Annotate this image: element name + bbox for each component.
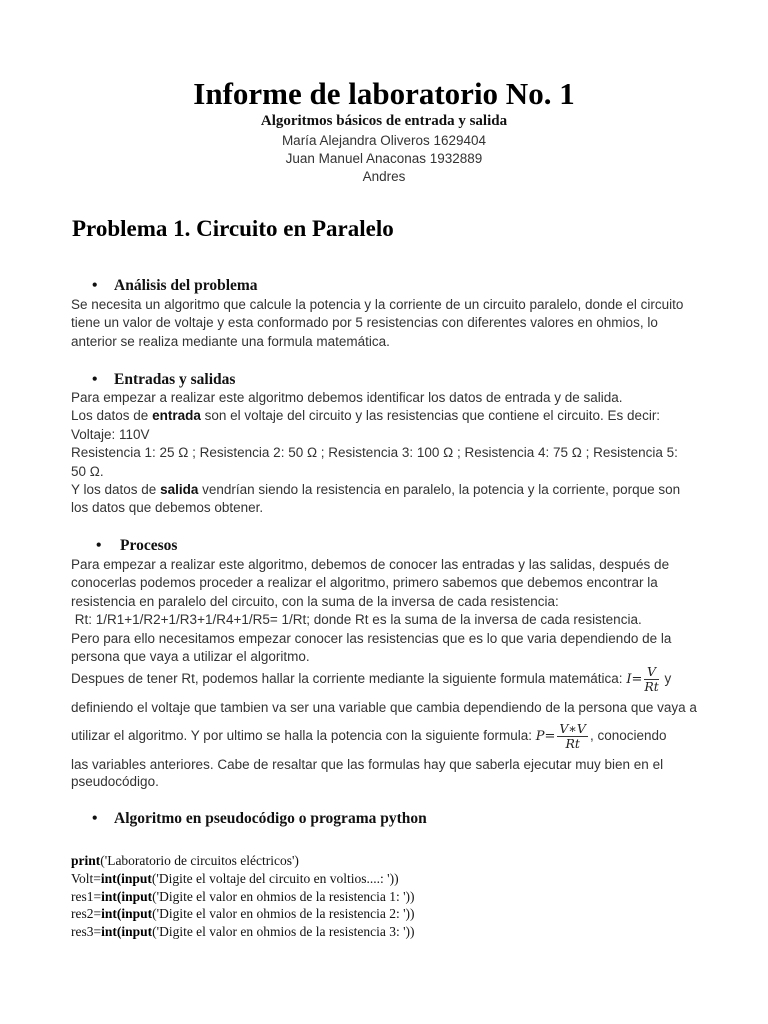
section-heading-label: Entradas y salidas: [114, 371, 236, 388]
paragraph-line: resistencia en paralelo del circuito, con la suma de la inversa de cada resistencia:: [71, 593, 559, 609]
paragraph-line: Para empezar a realizar este algoritmo, debemos de conocer las entradas y las salidas, después de: [71, 557, 670, 572]
text-run: utilizar el algoritmo. Y por ultimo se halla la potencia con la siguiente formula:: [71, 728, 532, 743]
section-heading-label: Procesos: [120, 537, 178, 554]
paragraph-line: [71, 481, 701, 499]
text-run: vendrían siendo la resistencia en paralelo, la potencia y la corriente, porque son: [198, 482, 681, 498]
formula-numerator: V: [644, 665, 658, 680]
process-paragraph: [71, 556, 701, 666]
keyword-entrada: entrada: [152, 408, 201, 424]
paragraph-line: [71, 407, 701, 425]
code-keyword: int(input: [101, 888, 153, 904]
code-assign: res2=: [71, 906, 102, 922]
formula-denominator: Rt: [644, 679, 659, 694]
code-assign: res3=: [71, 924, 102, 940]
report-subtitle: Algoritmos básicos de entrada y salida: [260, 113, 508, 129]
paragraph-line: las variables anteriores. Cabe de resaltar que las formulas hay que saberla ejecutar muy bien en el: [71, 757, 664, 772]
section-heading-label: Algoritmo en pseudocódigo o programa python: [114, 810, 427, 827]
text-run: Despues de tener Rt, podemos hallar la corriente mediante la siguiente formula matemática:: [71, 671, 623, 686]
code-args: ('Digite el valor en ohmios de la resistencia 1: ')): [152, 888, 415, 904]
analysis-paragraph: [71, 296, 701, 351]
code-assign: Volt=: [71, 870, 101, 886]
author-line: Juan Manuel Anaconas 1932889: [285, 151, 483, 166]
paragraph-line: Para empezar a realizar este algoritmo debemos identificar los datos de entrada y de salida.: [71, 390, 623, 405]
code-line: [71, 870, 415, 888]
author-line: María Alejandra Oliveros 1629404: [281, 133, 487, 148]
formula-fraction: [557, 722, 588, 751]
code-keyword: int(input: [101, 906, 153, 922]
section-heading-label: Análisis del problema: [114, 277, 258, 294]
bullet-icon: •: [92, 371, 98, 388]
paragraph-line: tiene un valor de voltaje y esta conformado por 5 resistencias con diferentes valores en ohmios, lo: [71, 315, 658, 331]
paragraph-line: [71, 665, 701, 694]
paragraph-line: definiendo el voltaje que tambien va ser una variable que cambia dependiendo de la persona que vaya a: [71, 700, 697, 715]
code-keyword: print: [71, 853, 101, 868]
paragraph-line: anterior se realiza mediante una formula matemática.: [71, 333, 390, 349]
paragraph-line: Rt: 1/R1+1/R2+1/R3+1/R4+1/R5= 1/Rt; donde Rt es la suma de la inversa de cada resistencia.: [71, 612, 642, 628]
code-args: ('Digite el voltaje del circuito en voltios....: ')): [151, 870, 399, 886]
paragraph-line: Resistencia 1: 25 Ω ; Resistencia 2: 50 Ω ; Resistencia 3: 100 Ω ; Resistencia 4: 75 Ω ; Resistencia 5:: [71, 445, 678, 461]
paragraph-line: pseudocódigo.: [71, 774, 159, 789]
author-line: Andres: [362, 169, 406, 184]
code-args: ('Digite el valor en ohmios de la resistencia 3: ')): [152, 924, 415, 940]
paragraph-line: los datos que debemos obtener.: [71, 500, 264, 516]
paragraph-line: 50 Ω.: [71, 463, 104, 479]
code-block: [71, 852, 415, 941]
report-title: Informe de laboratorio No. 1: [193, 76, 575, 111]
section-heading-analysis: [92, 276, 258, 296]
code-assign: res1=: [71, 888, 102, 904]
paragraph-line: [71, 722, 701, 751]
current-formula: [626, 664, 660, 694]
text-run: , conociendo: [589, 728, 667, 743]
paragraph-line: Pero para ello necesitamos empezar conocer las resistencias que es lo que varia dependiendo de la: [71, 630, 672, 646]
section-heading-algorithm: [92, 809, 427, 829]
bullet-icon: •: [92, 810, 98, 827]
io-paragraph: [71, 389, 701, 518]
paragraph-line: Voltaje: 110V: [71, 426, 150, 442]
code-line: [71, 888, 415, 906]
text-run: Los datos de: [71, 408, 153, 424]
formula-numerator: V∗V: [559, 721, 586, 736]
power-formula: [535, 721, 590, 751]
code-keyword: int(input: [100, 870, 152, 886]
paragraph-line: conocerlas podemos proceder a realizar el algoritmo, primero sabemos que debemos encontrar la: [71, 575, 658, 591]
bullet-icon: •: [96, 537, 102, 554]
problem-heading: Problema 1. Circuito en Paralelo: [72, 216, 394, 241]
formula-lhs: P=: [535, 729, 556, 744]
code-line: [71, 905, 415, 923]
code-keyword: int(input: [101, 924, 153, 940]
formula-lhs: I=: [626, 672, 643, 687]
formula-denominator: Rt: [565, 736, 580, 751]
formula-fraction: [644, 665, 658, 694]
text-run: son el voltaje del circuito y las resistencias que contiene el circuito. Es decir:: [200, 408, 661, 424]
paragraph-line: Se necesita un algoritmo que calcule la potencia y la corriente de un circuito paralelo, donde el circuito: [71, 297, 684, 312]
text-run: Y los datos de: [71, 482, 161, 498]
code-args: ('Digite el valor en ohmios de la resistencia 2: ')): [152, 906, 415, 922]
text-run: y: [664, 671, 672, 686]
code-line: [71, 923, 415, 941]
section-heading-process: [96, 536, 177, 556]
formula-paragraph: [71, 665, 701, 791]
code-args: ('Laboratorio de circuitos eléctricos'): [100, 853, 299, 868]
bullet-icon: •: [92, 277, 98, 294]
section-heading-io: [92, 370, 235, 390]
keyword-salida: salida: [160, 482, 199, 498]
code-line: [71, 852, 415, 870]
paragraph-line: persona que vaya a utilizar el algoritmo.: [71, 649, 310, 665]
